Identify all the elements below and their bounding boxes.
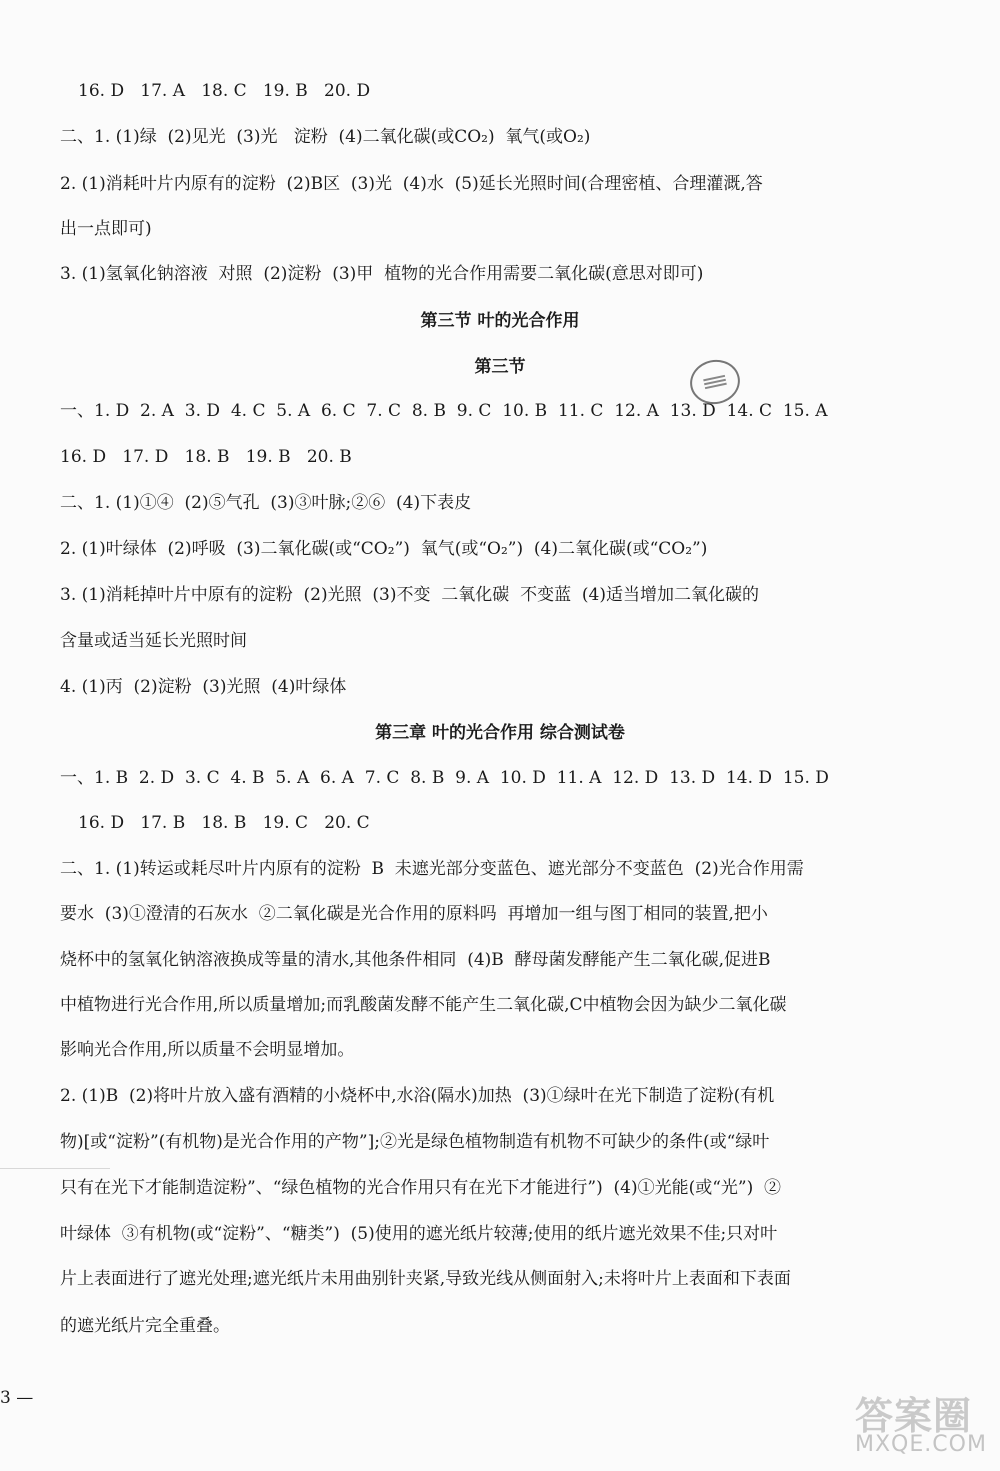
answer-line: 含量或适当延长光照时间 [60,631,247,651]
answer-line: 16. D 17. D 18. B 19. B 20. B [60,447,352,467]
answer-line: 一、1. B 2. D 3. C 4. B 5. A 6. A 7. C 8. B 9. A 10. D 11. A 12. D 13. D 14. D 15. D [60,768,829,788]
watermark-logo: 答案圈 [855,1394,973,1438]
answer-line: 叶绿体 ③有机物(或“淀粉”、“糖类”) (5)使用的遮光纸片较薄;使用的纸片遮光效果不佳;只对叶 [60,1224,778,1244]
answer-line: 3. (1)氢氧化钠溶液 对照 (2)淀粉 (3)甲 植物的光合作用需要二氧化碳(意思对即可) [60,264,704,284]
chapter-heading: 第三章 叶的光合作用 综合测试卷 [375,723,625,743]
answer-line: 要水 (3)①澄清的石灰水 ②二氧化碳是光合作用的原料吗 再增加一组与图丁相同的装置,把小 [60,904,768,924]
answer-line: 2. (1)消耗叶片内原有的淀粉 (2)B区 (3)光 (4)水 (5)延长光照时间(合理密植、合理灌溉,答 [60,174,763,194]
answer-line: 物)[或“淀粉”(有机物)是光合作用的产物”];②光是绿色植物制造有机物不可缺少的条件(或“绿叶 [60,1132,770,1152]
page-number: 3 — [0,1388,34,1408]
answer-line: 烧杯中的氢氧化钠溶液换成等量的清水,其他条件相同 (4)B 酵母菌发酵能产生二氧化碳,促进B [60,950,771,970]
answer-line: 中植物进行光合作用,所以质量增加;而乳酸菌发酵不能产生二氧化碳,C中植物会因为缺少二氧化碳 [60,995,787,1015]
answer-line: 的遮光纸片完全重叠。 [60,1316,230,1336]
answer-line: 出一点即可) [60,219,152,239]
answer-line: 影响光合作用,所以质量不会明显增加。 [60,1040,355,1060]
answer-line: 只有在光下才能制造淀粉”、“绿色植物的光合作用只有在光下才能进行”) (4)①光能(或“光”) ② [60,1178,782,1198]
answer-line: 二、1. (1)①④ (2)⑤气孔 (3)③叶脉;②⑥ (4)下表皮 [60,493,472,513]
answer-line: 2. (1)叶绿体 (2)呼吸 (3)二氧化碳(或“CO₂”) 氧气(或“O₂”) (4)二氧化碳(或“CO₂”) [60,539,708,559]
watermark-url: MXQE.COM [855,1432,987,1457]
answer-line: 二、1. (1)转运或耗尽叶片内原有的淀粉 B 未遮光部分变蓝色、遮光部分不变蓝色 (2)光合作用需 [60,859,804,879]
section-subheading: 第三节 [474,357,526,377]
answer-line: 16. D 17. A 18. C 19. B 20. D [78,81,371,101]
answer-line: 一、1. D 2. A 3. D 4. C 5. A 6. C 7. C 8. B 9. C 10. B 11. C 12. A 13. D 14. C 15. A [60,401,828,421]
answer-line: 4. (1)丙 (2)淀粉 (3)光照 (4)叶绿体 [60,677,347,697]
answer-line: 16. D 17. B 18. B 19. C 20. C [78,813,370,833]
answer-line: 二、1. (1)绿 (2)见光 (3)光 淀粉 (4)二氧化碳(或CO₂) 氧气(或O₂) [60,127,591,147]
answer-line: 3. (1)消耗掉叶片中原有的淀粉 (2)光照 (3)不变 二氧化碳 不变蓝 (4)适当增加二氧化碳的 [60,585,759,605]
answer-line: 2. (1)B (2)将叶片放入盛有酒精的小烧杯中,水浴(隔水)加热 (3)①绿叶在光下制造了淀粉(有机 [60,1086,775,1106]
section-heading: 第三节 叶的光合作用 [420,311,580,331]
fold-line [0,1168,110,1169]
answer-line: 片上表面进行了遮光处理;遮光纸片未用曲别针夹紧,导致光线从侧面射入;未将叶片上表面和下表面 [60,1269,791,1289]
